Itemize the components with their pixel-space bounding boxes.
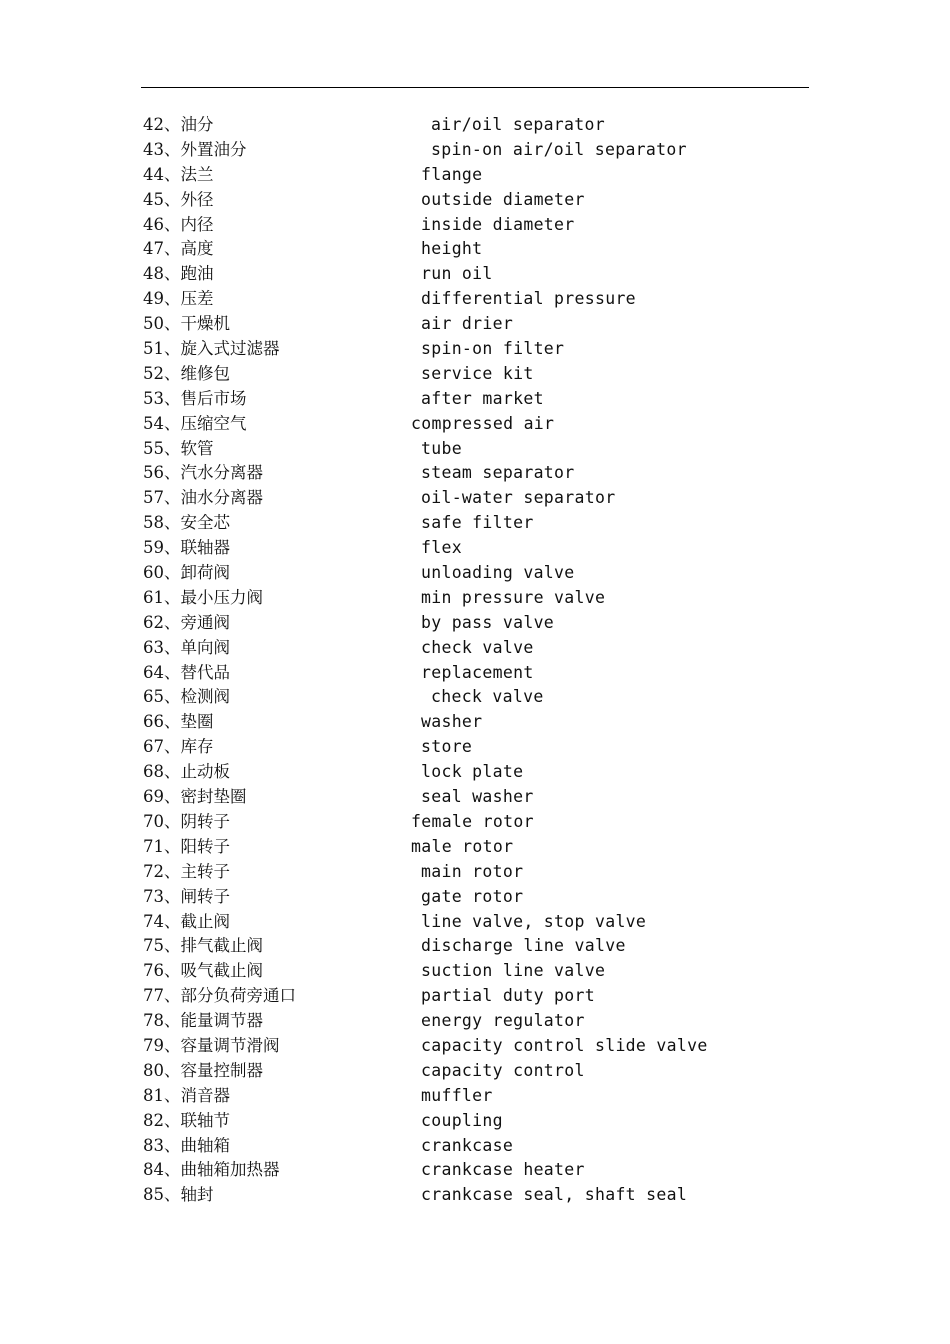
chinese-term: 80、容量控制器 bbox=[143, 1060, 263, 1080]
chinese-term: 55、软管 bbox=[143, 438, 214, 458]
glossary-entry bbox=[143, 885, 783, 910]
glossary-entry bbox=[143, 437, 783, 462]
chinese-term: 82、联轴节 bbox=[143, 1110, 230, 1130]
english-translation: gate rotor bbox=[421, 886, 524, 906]
chinese-term: 45、外径 bbox=[143, 189, 214, 209]
glossary-entry bbox=[143, 113, 783, 138]
glossary-entry bbox=[143, 1084, 783, 1109]
english-translation: run oil bbox=[421, 264, 493, 284]
chinese-term: 46、内径 bbox=[143, 214, 214, 234]
english-translation: service kit bbox=[421, 363, 534, 383]
english-translation: energy regulator bbox=[421, 1011, 585, 1031]
english-translation: capacity control slide valve bbox=[421, 1035, 708, 1055]
chinese-term: 74、截止阀 bbox=[143, 911, 230, 931]
chinese-term: 61、最小压力阀 bbox=[143, 587, 263, 607]
glossary-entry bbox=[143, 984, 783, 1009]
glossary-entry bbox=[143, 461, 783, 486]
glossary-entry bbox=[143, 1034, 783, 1059]
glossary-entry bbox=[143, 910, 783, 935]
glossary-entry bbox=[143, 934, 783, 959]
chinese-term: 51、旋入式过滤器 bbox=[143, 339, 280, 359]
glossary-entry bbox=[143, 312, 783, 337]
chinese-term: 63、单向阀 bbox=[143, 637, 230, 657]
chinese-term: 83、曲轴箱 bbox=[143, 1135, 230, 1155]
glossary-entry bbox=[143, 1134, 783, 1159]
glossary-entry bbox=[143, 511, 783, 536]
glossary-entry bbox=[143, 611, 783, 636]
glossary-entry bbox=[143, 536, 783, 561]
english-translation: washer bbox=[421, 712, 483, 732]
chinese-term: 47、高度 bbox=[143, 239, 214, 259]
english-translation: replacement bbox=[421, 662, 534, 682]
glossary-entry bbox=[143, 561, 783, 586]
english-translation: spin-on air/oil separator bbox=[431, 139, 687, 159]
glossary-entry bbox=[143, 860, 783, 885]
glossary-entry bbox=[143, 1109, 783, 1134]
chinese-term: 62、旁通阀 bbox=[143, 612, 230, 632]
english-translation: spin-on filter bbox=[421, 339, 565, 359]
glossary-entry bbox=[143, 337, 783, 362]
chinese-term: 56、汽水分离器 bbox=[143, 463, 263, 483]
chinese-term: 49、压差 bbox=[143, 289, 214, 309]
english-translation: crankcase seal, shaft seal bbox=[421, 1185, 688, 1205]
glossary-entry bbox=[143, 362, 783, 387]
english-translation: min pressure valve bbox=[421, 587, 606, 607]
english-translation: flex bbox=[421, 538, 462, 558]
english-translation: crankcase heater bbox=[421, 1160, 585, 1180]
english-translation: tube bbox=[421, 438, 462, 458]
glossary-entry bbox=[143, 1009, 783, 1034]
glossary-entry bbox=[143, 188, 783, 213]
chinese-term: 42、油分 bbox=[143, 115, 214, 134]
glossary-entry bbox=[143, 586, 783, 611]
english-translation: check valve bbox=[421, 637, 534, 657]
english-translation: by pass valve bbox=[421, 612, 555, 632]
english-translation: steam separator bbox=[421, 463, 575, 483]
chinese-term: 65、检测阀 bbox=[143, 687, 230, 707]
english-translation: crankcase bbox=[421, 1135, 514, 1155]
glossary-entry bbox=[143, 1183, 783, 1208]
english-translation: seal washer bbox=[421, 787, 534, 807]
glossary-entry bbox=[143, 735, 783, 760]
glossary-entry bbox=[143, 486, 783, 511]
chinese-term: 50、干燥机 bbox=[143, 314, 230, 334]
english-translation: lock plate bbox=[421, 762, 524, 782]
english-translation: flange bbox=[421, 164, 483, 184]
english-translation: female rotor bbox=[411, 811, 534, 831]
chinese-term: 64、替代品 bbox=[143, 662, 230, 682]
glossary-entry bbox=[143, 138, 783, 163]
english-translation: height bbox=[421, 239, 483, 259]
header-rule bbox=[141, 87, 809, 88]
english-translation: compressed air bbox=[411, 413, 555, 433]
chinese-term: 54、压缩空气 bbox=[143, 413, 247, 433]
chinese-term: 70、阴转子 bbox=[143, 811, 230, 831]
chinese-term: 69、密封垫圈 bbox=[143, 787, 247, 807]
english-translation: muffler bbox=[421, 1085, 493, 1105]
glossary-entry bbox=[143, 163, 783, 188]
english-translation: line valve, stop valve bbox=[421, 911, 647, 931]
glossary-entry bbox=[143, 262, 783, 287]
chinese-term: 43、外置油分 bbox=[143, 139, 247, 159]
english-translation: after market bbox=[421, 388, 544, 408]
english-translation: safe filter bbox=[421, 513, 534, 533]
glossary-entry bbox=[143, 685, 783, 710]
glossary-entry bbox=[143, 959, 783, 984]
glossary-entry bbox=[143, 835, 783, 860]
glossary-entry bbox=[143, 237, 783, 262]
english-translation: outside diameter bbox=[421, 189, 585, 209]
chinese-term: 73、闸转子 bbox=[143, 886, 230, 906]
chinese-term: 59、联轴器 bbox=[143, 538, 230, 558]
glossary-entry bbox=[143, 387, 783, 412]
glossary-list bbox=[143, 113, 783, 1208]
chinese-term: 84、曲轴箱加热器 bbox=[143, 1160, 280, 1180]
chinese-term: 60、卸荷阀 bbox=[143, 563, 230, 583]
glossary-entry bbox=[143, 412, 783, 437]
glossary-entry bbox=[143, 213, 783, 238]
glossary-entry bbox=[143, 636, 783, 661]
chinese-term: 85、轴封 bbox=[143, 1185, 214, 1205]
glossary-entry bbox=[143, 710, 783, 735]
chinese-term: 48、跑油 bbox=[143, 264, 214, 284]
chinese-term: 77、部分负荷旁通口 bbox=[143, 986, 296, 1006]
glossary-entry bbox=[143, 1158, 783, 1183]
chinese-term: 53、售后市场 bbox=[143, 388, 247, 408]
english-translation: male rotor bbox=[411, 836, 514, 856]
english-translation: discharge line valve bbox=[421, 936, 626, 956]
english-translation: inside diameter bbox=[421, 214, 575, 234]
chinese-term: 72、主转子 bbox=[143, 861, 230, 881]
english-translation: check valve bbox=[431, 687, 544, 707]
chinese-term: 75、排气截止阀 bbox=[143, 936, 263, 956]
chinese-term: 52、维修包 bbox=[143, 363, 230, 383]
english-translation: air/oil separator bbox=[431, 115, 605, 134]
chinese-term: 57、油水分离器 bbox=[143, 488, 263, 508]
english-translation: differential pressure bbox=[421, 289, 636, 309]
english-translation: capacity control bbox=[421, 1060, 585, 1080]
glossary-entry bbox=[143, 661, 783, 686]
glossary-entry bbox=[143, 1059, 783, 1084]
chinese-term: 66、垫圈 bbox=[143, 712, 214, 732]
chinese-term: 67、库存 bbox=[143, 737, 214, 757]
english-translation: partial duty port bbox=[421, 986, 595, 1006]
english-translation: unloading valve bbox=[421, 563, 575, 583]
english-translation: air drier bbox=[421, 314, 514, 334]
english-translation: main rotor bbox=[421, 861, 524, 881]
english-translation: oil-water separator bbox=[421, 488, 616, 508]
chinese-term: 79、容量调节滑阀 bbox=[143, 1035, 280, 1055]
chinese-term: 78、能量调节器 bbox=[143, 1011, 263, 1031]
chinese-term: 71、阳转子 bbox=[143, 836, 230, 856]
chinese-term: 44、法兰 bbox=[143, 164, 214, 184]
english-translation: coupling bbox=[421, 1110, 503, 1130]
chinese-term: 58、安全芯 bbox=[143, 513, 230, 533]
glossary-entry bbox=[143, 287, 783, 312]
glossary-entry bbox=[143, 810, 783, 835]
glossary-entry bbox=[143, 785, 783, 810]
chinese-term: 81、消音器 bbox=[143, 1085, 230, 1105]
english-translation: store bbox=[421, 737, 473, 757]
chinese-term: 76、吸气截止阀 bbox=[143, 961, 263, 981]
glossary-entry bbox=[143, 760, 783, 785]
chinese-term: 68、止动板 bbox=[143, 762, 230, 782]
english-translation: suction line valve bbox=[421, 961, 606, 981]
